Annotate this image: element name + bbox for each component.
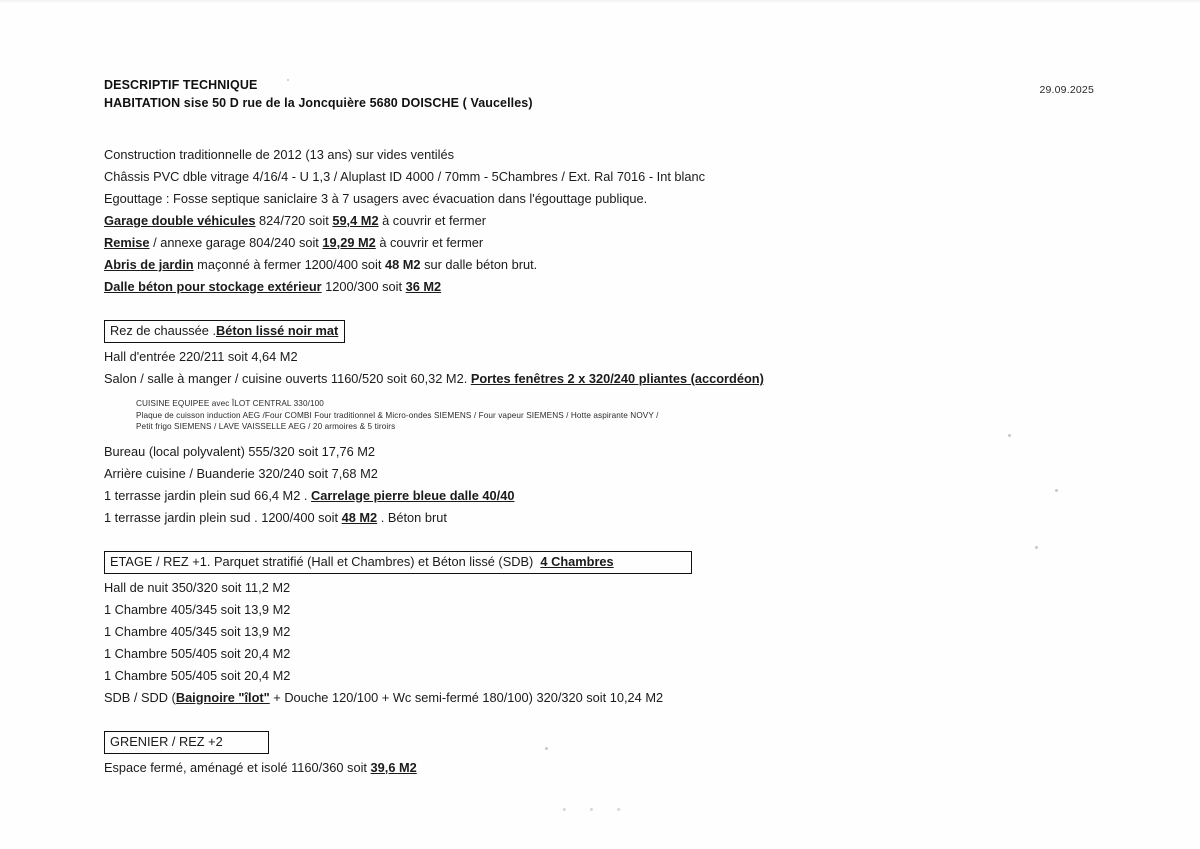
ground-terrasse-2-value: 48 M2 (341, 509, 378, 525)
annexe-abris-line (104, 254, 1104, 276)
attic-line-prefix: Espace fermé, aménagé et isolé 1160/360 soit (104, 759, 371, 775)
floor-line-chambre-2: 1 Chambre 405/345 soit 13,9 M2 (104, 623, 291, 639)
document-title-primary: DESCRIPTIF TECHNIQUE (104, 78, 258, 92)
annexe-dalle-value: 36 M2 (405, 279, 442, 294)
annexe-remise-label: Remise (104, 235, 150, 250)
attic-line-espace (104, 757, 1104, 779)
scan-speck (1035, 546, 1038, 549)
floor-line-chambre-4: 1 Chambre 505/405 soit 20,4 M2 (104, 667, 291, 683)
ground-line-terrasse-2 (104, 507, 1104, 529)
section-ground-header (104, 320, 1104, 343)
annexe-garage-label: Garage double véhicules (104, 213, 256, 228)
document-body (104, 78, 1104, 779)
intro-line-construction: Construction traditionnelle de 2012 (13 ans) sur vides ventilés (104, 147, 454, 162)
sdb-tail: + Douche 120/100 + Wc semi-fermé 180/100) 320/320 soit 10,24 M2 (269, 689, 664, 705)
floor-line-hall-nuit: Hall de nuit 350/320 soit 11,2 M2 (104, 579, 291, 595)
annexe-abris-mid: maçonné à fermer 1200/400 soit (193, 257, 385, 272)
ground-line-hall: Hall d'entrée 220/211 soit 4,64 M2 (104, 349, 298, 364)
annexe-dalle-label: Dalle béton pour stockage extérieur (104, 279, 322, 294)
scan-speck (1055, 489, 1058, 492)
annexe-remise-tail: à couvrir et fermer (375, 235, 484, 250)
kitchen-note-line-1: CUISINE EQUIPEE avec ÎLOT CENTRAL 330/100 (136, 399, 324, 408)
annexe-garage-tail: à couvrir et fermer (378, 213, 486, 228)
kitchen-equipment-note (136, 398, 1104, 433)
ground-line-salon-text: Salon / salle à manger / cuisine ouverts 1160/520 soit 60,32 M2. (104, 371, 471, 386)
section-floor-label: ETAGE / REZ +1. Parquet stratifié (Hall et Chambres) et Béton lissé (SDB) (110, 553, 534, 569)
floor-line-sdb (104, 687, 1104, 709)
section-floor-box (104, 551, 692, 574)
annexe-garage-mid: 824/720 soit (255, 213, 333, 228)
floor-line-chambre-3: 1 Chambre 505/405 soit 20,4 M2 (104, 645, 291, 661)
section-ground-box (104, 320, 345, 343)
annexe-abris-value: 48 M2 (384, 257, 421, 272)
ground-line-bureau: Bureau (local polyvalent) 555/320 soit 17,76 M2 (104, 443, 376, 459)
document-title-secondary: HABITATION sise 50 D rue de la Joncquière 5680 DOISCHE ( Vaucelles) (104, 96, 533, 110)
sdb-bathtub-emphasis: Baignoire "îlot" (175, 689, 270, 705)
ground-terrasse-2-tail: . Béton brut (377, 509, 447, 525)
kitchen-note-line-3: Petit frigo SIEMENS / LAVE VAISSELLE AEG / 20 armoires & 5 tiroirs (136, 422, 396, 431)
scan-speck (545, 747, 548, 750)
section-attic-label: GRENIER / REZ +2 (110, 733, 223, 749)
ground-terrasse-1-emphasis: Carrelage pierre bleue dalle 40/40 (311, 487, 515, 503)
ground-line-buanderie: Arrière cuisine / Buanderie 320/240 soit 7,68 M2 (104, 465, 378, 481)
section-floor-bedrooms: 4 Chambres (540, 553, 614, 569)
floor-line-chambre-1: 1 Chambre 405/345 soit 13,9 M2 (104, 601, 291, 617)
annexe-abris-label: Abris de jardin (104, 257, 194, 272)
section-floor-header (104, 551, 1104, 574)
section-ground-label: Rez de chaussée . (110, 323, 216, 338)
scan-faint-watermark: · · · (560, 795, 629, 824)
ground-terrasse-1-text: 1 terrasse jardin plein sud 66,4 M2 . (104, 487, 311, 503)
ground-line-salon (104, 368, 1104, 390)
sdb-prefix: SDB / SDD ( (104, 689, 176, 705)
document-date: 29.09.2025 (1039, 84, 1094, 96)
ground-line-salon-emphasis: Portes fenêtres 2 x 320/240 pliantes (accordéon) (470, 371, 764, 386)
annexe-abris-tail: sur dalle béton brut. (420, 257, 538, 272)
attic-line-value: 39,6 M2 (370, 759, 417, 775)
annexe-remise-value: 19,29 M2 (322, 235, 376, 250)
scan-speck (287, 79, 289, 81)
section-ground-finish: Béton lissé noir mat (216, 323, 339, 338)
annexe-remise-line (104, 232, 1104, 254)
annexe-dalle-line (104, 276, 1104, 298)
annexe-garage-value: 59,4 M2 (332, 213, 379, 228)
scan-speck (1008, 434, 1011, 437)
section-attic-box (104, 731, 269, 754)
annexe-garage-line (104, 210, 1104, 232)
kitchen-note-line-2: Plaque de cuisson induction AEG /Four COMBI Four traditionnel & Micro-ondes SIEMENS / Four vapeur SIEMENS / Hotte aspirante NOVY / (136, 410, 659, 420)
intro-line-egouttage: Egouttage : Fosse septique saniclaire 3 à 7 usagers avec évacuation dans l'égouttage publique. (104, 191, 648, 206)
ground-line-terrasse-1 (104, 485, 1104, 507)
annexe-remise-mid: / annexe garage 804/240 soit (149, 235, 323, 250)
intro-line-chassis: Châssis PVC dble vitrage 4/16/4 - U 1,3 / Aluplast ID 4000 / 70mm - 5Chambres / Ext. Ral 7016 - Int blanc (104, 169, 706, 184)
section-attic-header (104, 731, 1104, 754)
annexe-dalle-mid: 1200/300 soit (321, 279, 406, 294)
ground-terrasse-2-text: 1 terrasse jardin plein sud . 1200/400 soit (104, 509, 342, 525)
